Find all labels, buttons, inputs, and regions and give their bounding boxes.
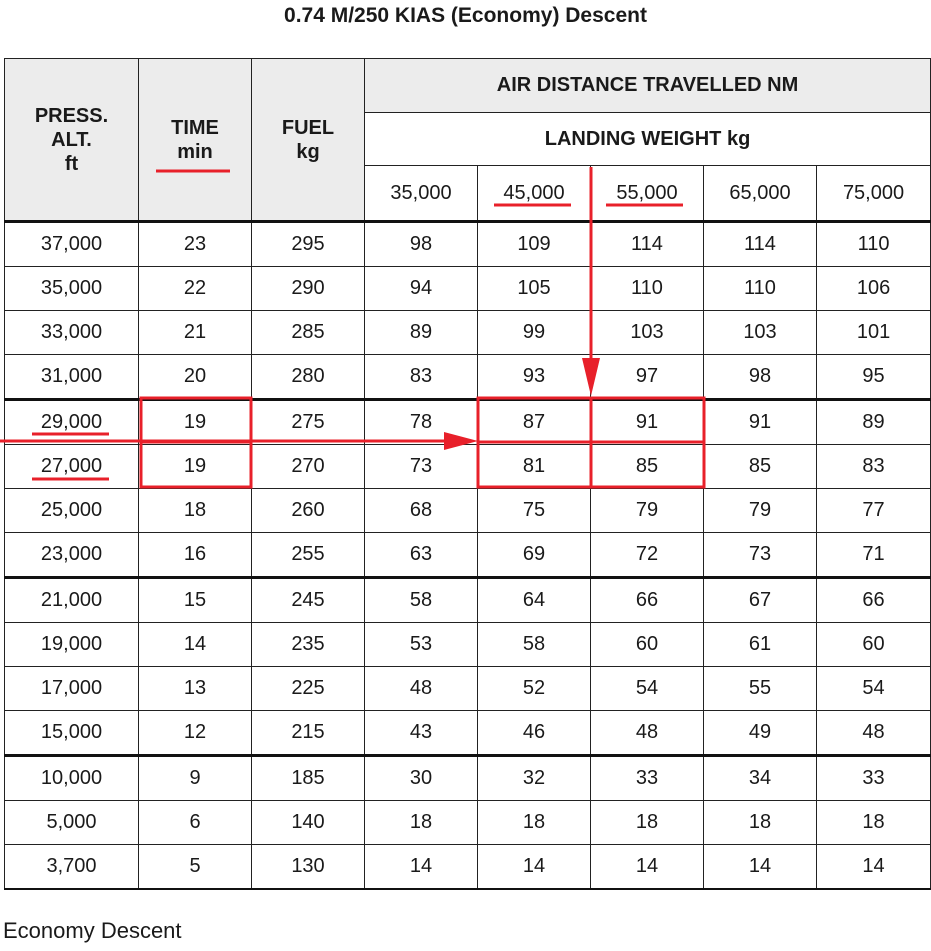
table-row — [5, 311, 931, 355]
cell-dist-45000: 46 — [478, 711, 591, 756]
cell-time: 19 — [139, 400, 252, 445]
cell-dist-75000: 60 — [817, 623, 931, 667]
cell-dist-35000: 78 — [365, 400, 478, 445]
cell-dist-65000: 49 — [704, 711, 817, 756]
cell-dist-65000: 14 — [704, 845, 817, 890]
cell-time: 21 — [139, 311, 252, 355]
cell-fuel: 295 — [252, 222, 365, 267]
cell-dist-35000: 83 — [365, 355, 478, 400]
cell-dist-55000: 79 — [591, 489, 704, 533]
cell-dist-65000: 110 — [704, 267, 817, 311]
cell-dist-75000: 54 — [817, 667, 931, 711]
cell-press-alt: 21,000 — [5, 578, 139, 623]
cell-dist-45000: 99 — [478, 311, 591, 355]
header-press-alt-line1: PRESS. — [34, 104, 109, 127]
cell-dist-55000: 54 — [591, 667, 704, 711]
table-row — [5, 578, 931, 623]
cell-dist-35000: 73 — [365, 445, 478, 489]
table-row — [5, 756, 931, 801]
cell-time: 6 — [139, 801, 252, 845]
cell-dist-55000: 48 — [591, 711, 704, 756]
header-fuel-line2: kg — [296, 140, 320, 163]
table-row — [5, 267, 931, 311]
cell-dist-65000: 79 — [704, 489, 817, 533]
cell-dist-65000: 114 — [704, 222, 817, 267]
cell-time: 16 — [139, 533, 252, 578]
table-row — [5, 623, 931, 667]
header-weight-65000: 65,000 — [704, 166, 817, 222]
cell-dist-45000: 18 — [478, 801, 591, 845]
cell-dist-75000: 48 — [817, 711, 931, 756]
cell-dist-35000: 30 — [365, 756, 478, 801]
cell-dist-55000: 33 — [591, 756, 704, 801]
table-row — [5, 445, 931, 489]
cell-dist-55000: 85 — [591, 445, 704, 489]
cell-press-alt: 5,000 — [5, 801, 139, 845]
table-row — [5, 711, 931, 756]
cell-fuel: 275 — [252, 400, 365, 445]
cell-press-alt: 29,000 — [5, 400, 139, 445]
header-weight-45000: 45,000 — [478, 166, 591, 222]
cell-fuel: 130 — [252, 845, 365, 890]
cell-press-alt: 17,000 — [5, 667, 139, 711]
cell-dist-55000: 114 — [591, 222, 704, 267]
header-fuel-line1: FUEL — [281, 116, 335, 139]
cell-press-alt: 10,000 — [5, 756, 139, 801]
cell-time: 5 — [139, 845, 252, 890]
cell-dist-45000: 75 — [478, 489, 591, 533]
cell-dist-75000: 71 — [817, 533, 931, 578]
cell-dist-55000: 60 — [591, 623, 704, 667]
cell-dist-45000: 109 — [478, 222, 591, 267]
table-row — [5, 801, 931, 845]
cell-dist-35000: 98 — [365, 222, 478, 267]
cell-dist-65000: 61 — [704, 623, 817, 667]
cell-dist-45000: 81 — [478, 445, 591, 489]
cell-dist-75000: 18 — [817, 801, 931, 845]
cell-dist-55000: 97 — [591, 355, 704, 400]
table-body — [5, 222, 931, 890]
cell-fuel: 235 — [252, 623, 365, 667]
cell-time: 20 — [139, 355, 252, 400]
cell-fuel: 225 — [252, 667, 365, 711]
cell-time: 15 — [139, 578, 252, 623]
table-row — [5, 845, 931, 890]
table-row — [5, 489, 931, 533]
cell-time: 22 — [139, 267, 252, 311]
header-weight-35000: 35,000 — [365, 166, 478, 222]
header-weight-55000: 55,000 — [591, 166, 704, 222]
cell-dist-35000: 94 — [365, 267, 478, 311]
cell-dist-55000: 110 — [591, 267, 704, 311]
cell-dist-65000: 91 — [704, 400, 817, 445]
table-row — [5, 355, 931, 400]
cell-dist-75000: 95 — [817, 355, 931, 400]
header-press-alt — [5, 59, 139, 222]
header-weight-75000: 75,000 — [817, 166, 931, 222]
cell-dist-65000: 67 — [704, 578, 817, 623]
cell-dist-75000: 66 — [817, 578, 931, 623]
cell-dist-65000: 85 — [704, 445, 817, 489]
cell-dist-35000: 68 — [365, 489, 478, 533]
cell-press-alt: 19,000 — [5, 623, 139, 667]
cell-fuel: 140 — [252, 801, 365, 845]
cell-dist-45000: 69 — [478, 533, 591, 578]
cell-time: 13 — [139, 667, 252, 711]
cell-fuel: 260 — [252, 489, 365, 533]
descent-table — [4, 58, 931, 890]
cell-dist-35000: 48 — [365, 667, 478, 711]
cell-time: 18 — [139, 489, 252, 533]
cell-dist-45000: 105 — [478, 267, 591, 311]
cell-dist-65000: 55 — [704, 667, 817, 711]
cell-fuel: 245 — [252, 578, 365, 623]
cell-dist-65000: 98 — [704, 355, 817, 400]
cell-dist-35000: 43 — [365, 711, 478, 756]
cell-dist-55000: 18 — [591, 801, 704, 845]
header-time — [139, 59, 252, 222]
cell-press-alt: 3,700 — [5, 845, 139, 890]
table-row — [5, 222, 931, 267]
cell-press-alt: 37,000 — [5, 222, 139, 267]
cell-fuel: 285 — [252, 311, 365, 355]
cell-press-alt: 35,000 — [5, 267, 139, 311]
cell-dist-65000: 18 — [704, 801, 817, 845]
cell-dist-45000: 87 — [478, 400, 591, 445]
cell-dist-45000: 52 — [478, 667, 591, 711]
cell-dist-55000: 72 — [591, 533, 704, 578]
cell-dist-35000: 14 — [365, 845, 478, 890]
cell-fuel: 255 — [252, 533, 365, 578]
cell-fuel: 215 — [252, 711, 365, 756]
cell-dist-35000: 63 — [365, 533, 478, 578]
cell-dist-75000: 89 — [817, 400, 931, 445]
table-row — [5, 667, 931, 711]
header-time-line1: TIME — [171, 116, 219, 139]
cell-dist-75000: 83 — [817, 445, 931, 489]
page-title: 0.74 M/250 KIAS (Economy) Descent — [284, 4, 647, 27]
header-landing-weight: LANDING WEIGHT kg — [365, 113, 931, 166]
cell-time: 14 — [139, 623, 252, 667]
cell-dist-65000: 73 — [704, 533, 817, 578]
cell-dist-45000: 32 — [478, 756, 591, 801]
cell-fuel: 185 — [252, 756, 365, 801]
cell-dist-35000: 53 — [365, 623, 478, 667]
table-row — [5, 400, 931, 445]
cell-time: 23 — [139, 222, 252, 267]
cell-fuel: 280 — [252, 355, 365, 400]
cell-time: 12 — [139, 711, 252, 756]
cell-dist-55000: 14 — [591, 845, 704, 890]
cell-press-alt: 27,000 — [5, 445, 139, 489]
header-time-line2: min — [177, 140, 213, 163]
cell-dist-55000: 66 — [591, 578, 704, 623]
cell-dist-45000: 58 — [478, 623, 591, 667]
cell-fuel: 270 — [252, 445, 365, 489]
cell-time: 19 — [139, 445, 252, 489]
cell-dist-55000: 103 — [591, 311, 704, 355]
cell-press-alt: 23,000 — [5, 533, 139, 578]
cell-dist-65000: 103 — [704, 311, 817, 355]
cell-dist-45000: 93 — [478, 355, 591, 400]
cell-time: 9 — [139, 756, 252, 801]
cell-dist-75000: 14 — [817, 845, 931, 890]
cell-dist-45000: 64 — [478, 578, 591, 623]
cell-dist-75000: 101 — [817, 311, 931, 355]
cell-dist-75000: 77 — [817, 489, 931, 533]
header-press-alt-line3: ft — [64, 152, 79, 175]
header-fuel — [252, 59, 365, 222]
cell-dist-55000: 91 — [591, 400, 704, 445]
cell-dist-75000: 110 — [817, 222, 931, 267]
cell-dist-35000: 58 — [365, 578, 478, 623]
cell-dist-75000: 33 — [817, 756, 931, 801]
table-row — [5, 533, 931, 578]
cell-dist-35000: 18 — [365, 801, 478, 845]
cell-fuel: 290 — [252, 267, 365, 311]
cell-dist-35000: 89 — [365, 311, 478, 355]
header-press-alt-line2: ALT. — [51, 128, 92, 151]
cell-press-alt: 15,000 — [5, 711, 139, 756]
cell-dist-75000: 106 — [817, 267, 931, 311]
caption: Economy Descent — [3, 918, 182, 943]
header-air-distance: AIR DISTANCE TRAVELLED NM — [365, 59, 931, 113]
cell-press-alt: 33,000 — [5, 311, 139, 355]
cell-dist-65000: 34 — [704, 756, 817, 801]
cell-dist-45000: 14 — [478, 845, 591, 890]
cell-press-alt: 31,000 — [5, 355, 139, 400]
cell-press-alt: 25,000 — [5, 489, 139, 533]
